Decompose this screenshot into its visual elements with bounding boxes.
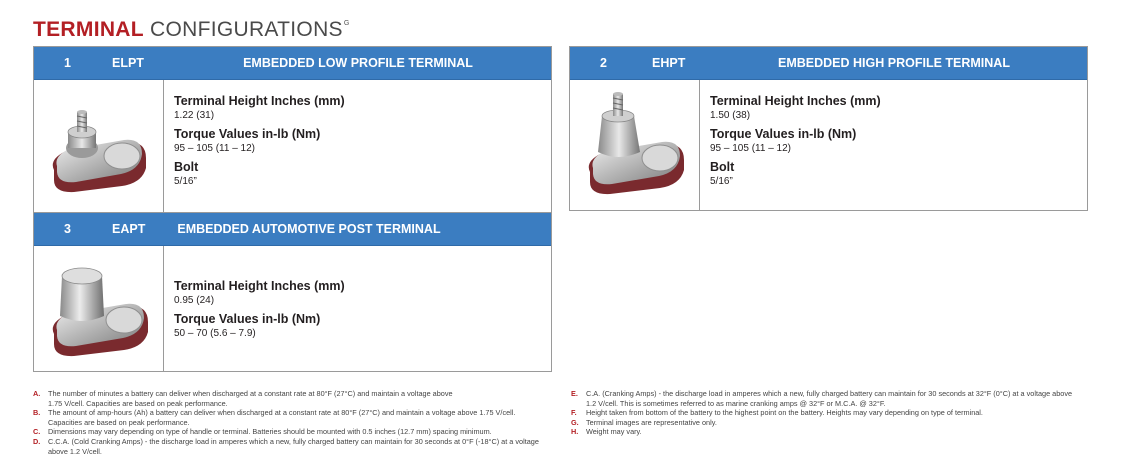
footnote-b-line-1: The amount of amp-hours (Ah) a battery can deliver when discharged at a constant rate at 80°F (27°C) and maintain a voltage above 1.75 V/cell.	[48, 408, 516, 418]
footnotes-left	[33, 389, 563, 456]
footnote-c-key: C.	[33, 427, 41, 437]
footnotes-right	[571, 389, 1101, 437]
footnote-c	[33, 427, 563, 437]
terminal-1-bolt-label: Bolt	[174, 160, 199, 174]
terminal-2-info	[710, 94, 881, 193]
footnote-f-line-1: Height taken from bottom of the battery to the highest point on the battery. Heights may vary depending on type of terminal.	[586, 408, 983, 418]
footnote-a-line-1: The number of minutes a battery can deliver when discharged at a constant rate at 80°F (27°C) and maintain a voltage above	[48, 389, 453, 398]
terminal-3-name: EMBEDDED AUTOMOTIVE POST TERMINAL	[177, 222, 441, 236]
footnote-a	[33, 389, 563, 408]
terminal-2-header	[570, 47, 1087, 80]
footnote-h	[571, 427, 1101, 437]
terminal-2-bolt-label: Bolt	[710, 160, 735, 174]
footnote-b	[33, 408, 563, 427]
terminal-3-height-value: 0.95 (24)	[174, 295, 215, 306]
terminal-2-code: EHPT	[652, 56, 686, 70]
terminal-3-height-label: Terminal Height Inches (mm)	[174, 279, 345, 293]
terminal-1-torque-value: 95 – 105 (11 – 12)	[174, 143, 255, 154]
page-title	[33, 18, 350, 42]
terminal-2-name: EMBEDDED HIGH PROFILE TERMINAL	[778, 56, 1010, 70]
terminal-2-bolt-value: 5/16”	[710, 176, 733, 187]
terminal-panel-right	[569, 46, 1088, 211]
terminal-ehpt-image	[570, 80, 699, 210]
footnote-d-key: D.	[33, 436, 41, 446]
terminal-3-image-cell	[34, 246, 164, 371]
footnote-c-line-1: Dimensions may vary depending on type of handle or terminal. Batteries should be mounted with 0.5 inches (12.7 mm) spacing minimum.	[48, 427, 492, 437]
terminal-2-torque-label: Torque Values in-lb (Nm)	[710, 127, 857, 141]
title-terminal: TERMINAL	[33, 18, 144, 41]
terminal-3-torque-value: 50 – 70 (5.6 – 7.9)	[174, 328, 256, 339]
terminal-1-info	[174, 94, 345, 193]
footnote-f	[571, 408, 1101, 418]
footnote-b-line-2: Capacities are based on peak performance.	[48, 417, 190, 427]
footnote-d-line-2: above 1.2 V/cell.	[48, 446, 102, 456]
terminal-1-image-cell	[34, 80, 164, 212]
title-configurations: CONFIGURATIONS	[150, 18, 343, 41]
footnote-d	[33, 437, 563, 456]
terminal-1-height-value: 1.22 (31)	[174, 110, 215, 121]
footnote-h-line-1: Weight may vary.	[586, 427, 642, 437]
terminal-1-name: EMBEDDED LOW PROFILE TERMINAL	[243, 56, 473, 70]
terminal-2-torque-value: 95 – 105 (11 – 12)	[710, 143, 791, 154]
terminal-2-height-value: 1.50 (38)	[710, 110, 751, 121]
footnote-g-line-1: Terminal images are representative only.	[586, 417, 717, 427]
title-footnote-marker: G	[343, 20, 350, 27]
terminal-1-torque-label: Torque Values in-lb (Nm)	[174, 127, 321, 141]
footnote-a-line-2: 1.75 V/cell. Capacities are based on peak performance.	[48, 398, 228, 408]
terminal-3-header	[34, 213, 551, 246]
terminal-2-height-label: Terminal Height Inches (mm)	[710, 94, 881, 108]
terminal-panel-left	[33, 46, 552, 372]
footnote-d-line-1: C.C.A. (Cold Cranking Amps) - the discharge load in amperes which a new, fully charged battery can maintain for 30 seconds at 0°F (-18°C) at a voltage	[48, 436, 539, 446]
footnote-a-key: A.	[33, 389, 41, 398]
footnote-e-line-1: C.A. (Cranking Amps) - the discharge load in amperes which a new, fully charged battery can maintain for 30 seconds at 32°F (0°C) at a voltage above	[586, 389, 1073, 398]
footnote-b-key: B.	[33, 408, 41, 418]
footnote-g-key: G.	[571, 417, 579, 427]
footnote-f-key: F.	[571, 408, 577, 418]
terminal-3-number: 3	[64, 222, 71, 236]
terminal-1-number: 1	[64, 56, 71, 70]
footnote-e	[571, 389, 1101, 408]
terminal-3-torque-label: Torque Values in-lb (Nm)	[174, 312, 321, 326]
terminal-2-number: 2	[600, 56, 607, 70]
terminal-1-bolt-value: 5/16”	[174, 176, 197, 187]
terminal-2-image-cell	[570, 80, 700, 210]
terminal-eapt-image	[34, 246, 163, 371]
footnote-e-key: E.	[571, 389, 578, 398]
terminal-3-code: EAPT	[112, 222, 146, 236]
terminal-1-height-label: Terminal Height Inches (mm)	[174, 94, 345, 108]
footnote-e-line-2: 1.2 V/cell. This is sometimes referred to as marine cranking amps @ 32°F or M.C.A. @ 32°F.	[586, 398, 886, 408]
terminal-elpt-image	[34, 80, 163, 212]
terminal-3-info	[174, 279, 345, 345]
terminal-1-code: ELPT	[112, 56, 144, 70]
footnote-h-key: H.	[571, 427, 579, 437]
terminal-1-header	[34, 47, 551, 80]
footnote-g	[571, 418, 1101, 428]
